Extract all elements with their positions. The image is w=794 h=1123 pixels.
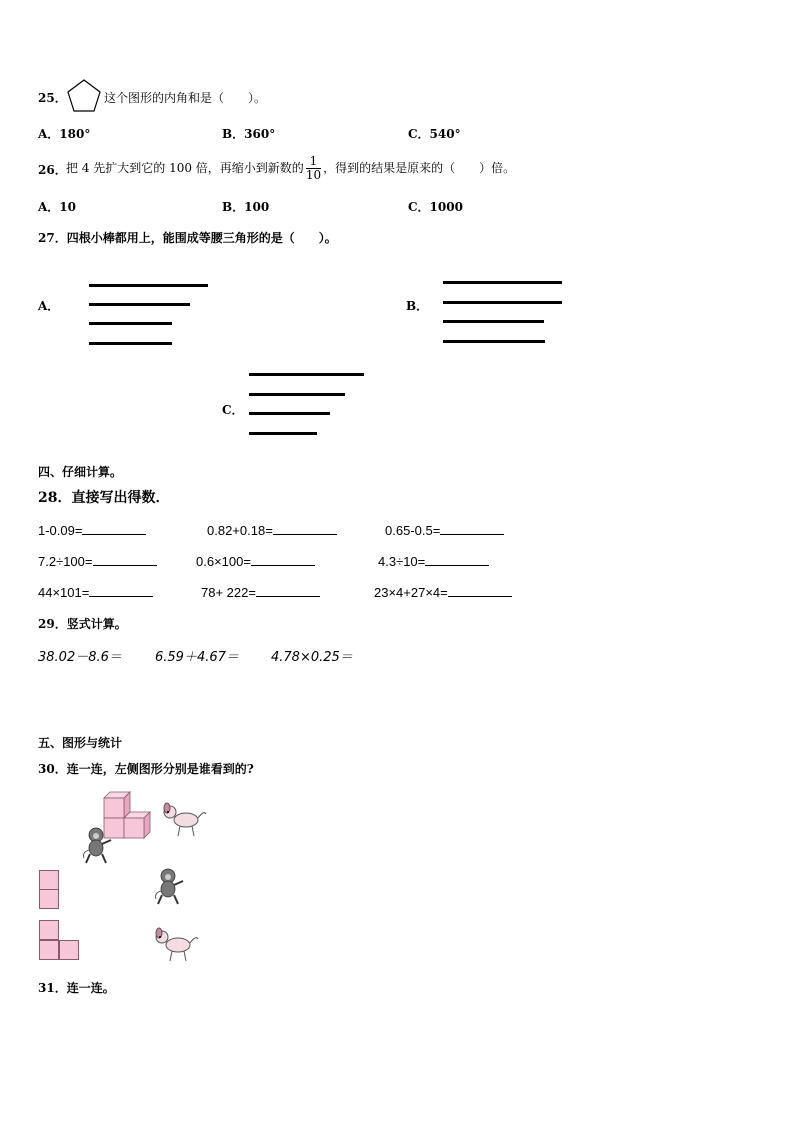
dog-icon — [160, 800, 208, 840]
q26-question — [66, 150, 515, 186]
q29-title: 29．竖式计算。 — [38, 617, 127, 631]
q28-title: 28．直接写出得数． — [38, 490, 170, 506]
q26-number: 26． — [38, 163, 67, 177]
section4-title: 四、仔细计算。 — [38, 465, 123, 479]
square — [39, 870, 59, 890]
dog-icon[interactable] — [152, 925, 200, 965]
square — [39, 920, 59, 940]
square — [39, 940, 59, 960]
q29-item[interactable]: 6.59＋4.67＝ — [155, 650, 239, 665]
q26-text-before: 把 4 先扩大到它的 100 倍，再缩小到新数的 — [66, 161, 304, 175]
q26-option-c[interactable]: C．1000 — [408, 200, 463, 214]
stick — [89, 303, 190, 306]
q26-option-a[interactable]: A．10 — [38, 200, 77, 214]
stick — [89, 322, 172, 325]
q27-option-b[interactable]: B． — [406, 299, 429, 313]
q28-item[interactable]: 78+ 222= — [201, 584, 320, 600]
q28-item[interactable]: 44×101= — [38, 584, 153, 600]
square — [59, 940, 79, 960]
q28-item[interactable]: 1-0.09= — [38, 522, 146, 538]
stick — [443, 281, 562, 284]
square — [39, 889, 59, 909]
stick — [443, 340, 545, 343]
pentagon-icon — [66, 78, 102, 114]
monkey-icon[interactable] — [152, 867, 186, 907]
q28-item[interactable]: 0.82+0.18= — [207, 522, 337, 538]
q25-option-b[interactable]: B．360° — [222, 127, 276, 141]
stick — [249, 432, 317, 435]
stick — [249, 412, 330, 415]
q26-fraction — [306, 155, 321, 182]
monkey-icon — [80, 826, 114, 866]
section5-title: 五、图形与统计 — [38, 736, 123, 750]
fraction-numerator: 1 — [306, 155, 321, 169]
q28-item[interactable]: 4.3÷10= — [378, 553, 489, 569]
stick — [89, 342, 172, 345]
stick — [89, 284, 208, 287]
q28-item[interactable]: 0.65-0.5= — [385, 522, 504, 538]
stick — [249, 393, 345, 396]
q27-question: 27．四根小棒都用上，能围成等腰三角形的是（ ）。 — [38, 231, 337, 245]
q30-title: 30．连一连，左侧图形分别是谁看到的? — [38, 762, 254, 776]
q29-item[interactable]: 38.02－8.6＝ — [38, 650, 122, 665]
q28-item[interactable]: 23×4+27×4= — [374, 584, 512, 600]
q27-option-a[interactable]: A． — [38, 299, 60, 313]
q27-option-c[interactable]: C． — [222, 403, 244, 417]
q25-number: 25． — [38, 91, 67, 105]
stick — [443, 320, 544, 323]
stick — [249, 373, 364, 376]
q26-text-after: ，得到的结果是原来的（ ）倍。 — [323, 161, 516, 175]
q28-item[interactable]: 7.2÷100= — [38, 553, 157, 569]
q28-item[interactable]: 0.6×100= — [196, 553, 315, 569]
q25-option-c[interactable]: C．540° — [408, 127, 461, 141]
q29-item[interactable]: 4.78×0.25＝ — [271, 650, 353, 665]
q31-title: 31．连一连。 — [38, 981, 115, 995]
q25-question: 这个图形的内角和是（ ）。 — [104, 91, 267, 105]
fraction-denominator: 10 — [305, 168, 322, 182]
stick — [443, 301, 562, 304]
q25-option-a[interactable]: A．180° — [38, 127, 91, 141]
q26-option-b[interactable]: B．100 — [222, 200, 270, 214]
